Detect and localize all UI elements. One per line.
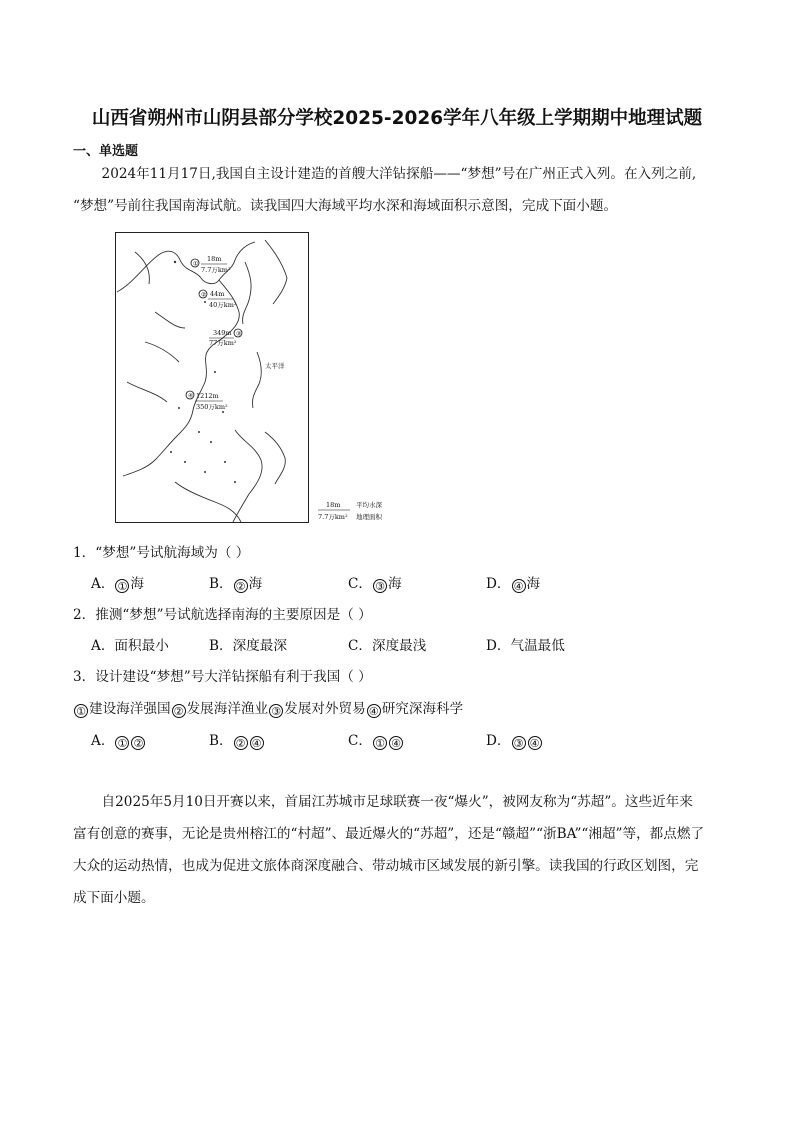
q3-option-a[interactable]: A． ① ② [91, 729, 146, 750]
marker-2-label: ② [201, 291, 207, 299]
legend-depth-label: 平均水深 [356, 501, 382, 509]
pacific-label: 太平洋 [265, 362, 285, 370]
q1-option-d[interactable]: D． ④ 海 [486, 576, 541, 593]
q1-option-b[interactable]: B． ② 海 [209, 576, 263, 593]
intro2-line: 自2025年5月10日开赛以来，首届江苏城市足球联赛一夜“爆火”，被网友称为“苏超”。这些近年来 [101, 794, 693, 810]
intro-line: 2024年11月17日,我国自主设计建造的首艘大洋钻探船——“梦想”号在广州正式入列。在入列之前, [101, 166, 697, 182]
q3-option-c[interactable]: C． ① ④ [348, 729, 404, 750]
q1-option-c[interactable]: C． ③ 海 [348, 576, 402, 593]
question-2-stem: 2．推测“梦想”号试航选择南海的主要原因是（ ） [73, 607, 372, 623]
sea2-area: 40万km² [209, 301, 237, 309]
question-1-options [91, 572, 741, 592]
marker-4-label: ④ [188, 392, 194, 400]
map-legend [316, 498, 396, 526]
sea4-depth: 1212m [196, 392, 219, 400]
marker-1-label: ① [193, 260, 199, 268]
question-2-options [91, 634, 741, 654]
legend-depth-value: 18m [326, 501, 341, 509]
legend-area-label: 地理面积 [356, 513, 382, 521]
question-3-stem: 3．设计建设“梦想”号大洋钻探船有利于我国（ ） [73, 669, 372, 685]
q2-option-b[interactable]: B．深度最深 [209, 638, 287, 654]
question-3-options [91, 729, 741, 749]
q3-option-d[interactable]: D． ③ ④ [486, 729, 543, 750]
question-3-statements: ① 建设海洋强国 ② 发展海洋渔业 ③ 发展对外贸易 ④ 研究深海科学 [73, 697, 463, 718]
q2-option-d[interactable]: D．气温最低 [486, 638, 565, 654]
sea1-area: 7.7万km² [201, 266, 231, 274]
intro-paragraph-1 [73, 158, 728, 222]
intro2-line: 大众的运动热情，也成为促进文旅体商深度融合、带动城市区域发展的新引擎。读我国的行政区划图，完 [73, 858, 699, 874]
intro-line: “梦想”号前往我国南海试航。读我国四大海域平均水深和海域面积示意图，完成下面小题。 [73, 198, 618, 214]
q2-option-c[interactable]: C．深度最浅 [348, 638, 427, 654]
page-title: 山西省朔州市山阴县部分学校2025-2026学年八年级上学期期中地理试题 [91, 108, 703, 129]
sea2-depth: 44m [210, 290, 225, 298]
section-heading: 一、单选题 [73, 144, 139, 159]
intro2-line: 成下面小题。 [73, 890, 155, 906]
question-1-stem: 1．“梦想”号试航海域为（ ） [73, 545, 250, 561]
q3-option-b[interactable]: B． ② ④ [209, 729, 265, 750]
sea1-depth: 18m [207, 255, 222, 263]
sea3-depth: 349m [213, 329, 232, 337]
sea3-area: 77万km² [209, 339, 237, 347]
legend-area-value: 7.7万km² [318, 513, 348, 521]
marker-3-label: ③ [236, 330, 242, 338]
intro2-line: 富有创意的赛事，无论是贵州榕江的“村超”、最近爆火的“苏超”，还是“赣超”“浙BA”“湘超”等，都点燃了 [73, 826, 705, 842]
q2-option-a[interactable]: A．面积最小 [91, 638, 169, 654]
q1-option-a[interactable]: A． ① 海 [91, 576, 145, 593]
sea-map-figure [115, 232, 309, 523]
sea4-area: 350万km² [196, 403, 228, 411]
intro-paragraph-2 [73, 786, 728, 914]
